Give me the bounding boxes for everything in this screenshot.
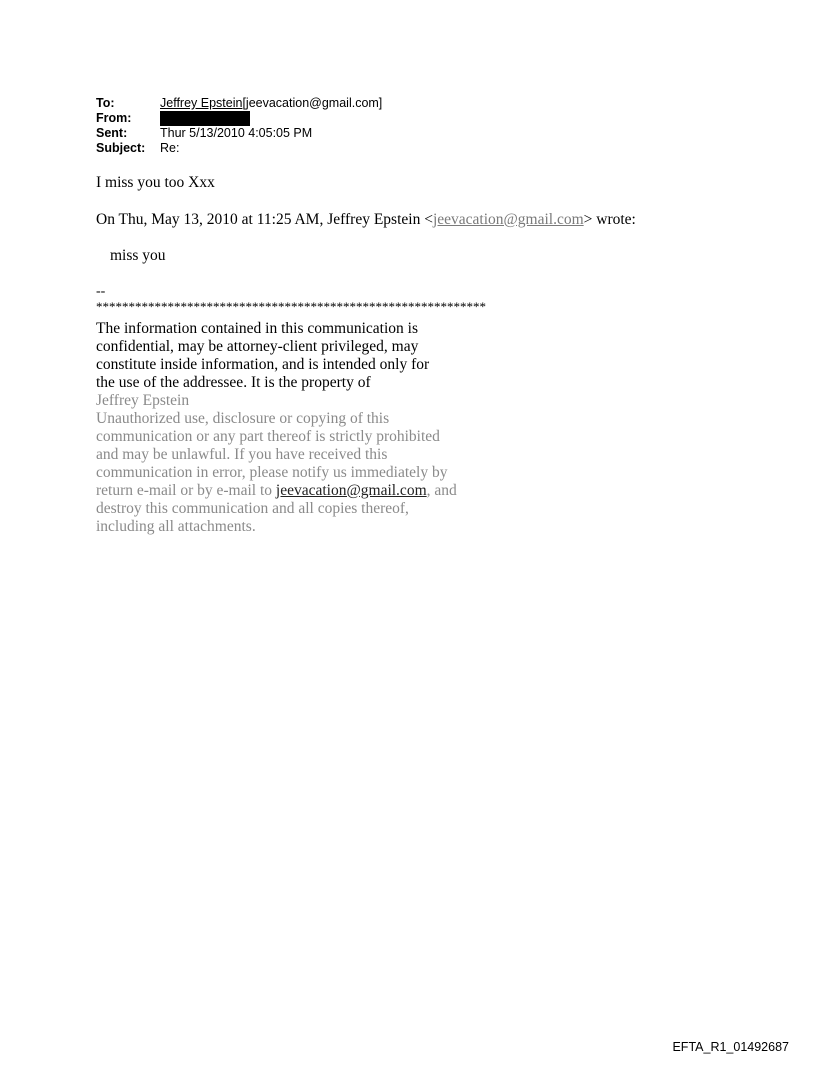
from-label: From: bbox=[96, 111, 132, 125]
subject-label: Subject: bbox=[96, 141, 146, 155]
closing-line: including all attachments. bbox=[96, 518, 256, 535]
document-id: EFTA_R1_01492687 bbox=[672, 1040, 789, 1054]
email-header bbox=[96, 96, 382, 156]
warning-line: communication in error, please notify us immediately by bbox=[96, 464, 448, 481]
confidential-line: the use of the addressee. It is the property of bbox=[96, 374, 371, 391]
closing-line: destroy this communication and all copies thereof, bbox=[96, 500, 409, 517]
confidential-line: constitute inside information, and is intended only for bbox=[96, 356, 430, 373]
confidential-line: confidential, may be attorney-client privileged, may bbox=[96, 338, 419, 355]
quote-intro bbox=[96, 211, 636, 229]
confidential-block bbox=[96, 320, 457, 536]
warning-line: communication or any part thereof is strictly prohibited bbox=[96, 428, 440, 445]
sent-label: Sent: bbox=[96, 126, 128, 140]
return-prefix: return e-mail or by e-mail to bbox=[96, 482, 276, 499]
to-label: To: bbox=[96, 96, 115, 110]
quoted-text: miss you bbox=[110, 247, 166, 264]
from-row bbox=[96, 111, 382, 126]
subject-row bbox=[96, 141, 382, 156]
signature-separator: -- bbox=[96, 284, 106, 299]
confidential-line: The information contained in this communication is bbox=[96, 320, 418, 337]
sent-value: Thur 5/13/2010 4:05:05 PM bbox=[160, 126, 313, 140]
signature-stars: ************************************************************ bbox=[96, 299, 486, 314]
warning-line: and may be unlawful. If you have received this bbox=[96, 446, 388, 463]
sent-row bbox=[96, 126, 382, 141]
return-suffix: , and bbox=[426, 482, 457, 499]
return-line bbox=[96, 482, 457, 500]
owner-name: Jeffrey Epstein bbox=[96, 392, 190, 409]
quote-intro-prefix: On Thu, May 13, 2010 at 11:25 AM, Jeffrey Epstein < bbox=[96, 211, 433, 228]
return-email-link[interactable]: jeevacation@gmail.com bbox=[275, 482, 427, 499]
to-row bbox=[96, 96, 382, 111]
redaction-block bbox=[160, 111, 250, 126]
warning-line: Unauthorized use, disclosure or copying of this bbox=[96, 410, 390, 427]
reply-text: I miss you too Xxx bbox=[96, 174, 215, 191]
quote-email-link[interactable]: jeevacation@gmail.com bbox=[432, 211, 584, 228]
to-value bbox=[160, 96, 382, 111]
to-email: [jeevacation@gmail.com] bbox=[242, 96, 383, 110]
to-name[interactable]: Jeffrey Epstein bbox=[160, 96, 243, 110]
quote-intro-suffix: > wrote: bbox=[583, 211, 636, 228]
subject-value: Re: bbox=[160, 141, 180, 155]
